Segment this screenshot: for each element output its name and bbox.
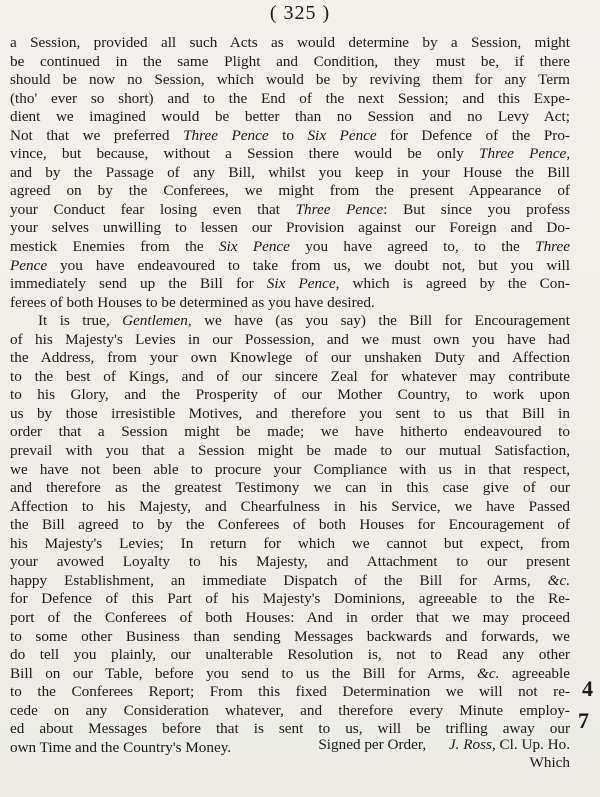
signature-name: J. Ross bbox=[448, 736, 492, 753]
text-line: be continued in the same Plight and Condition, they must be, if there bbox=[10, 52, 570, 70]
text-line: to some other Business than sending Messages backwards and forwards, we bbox=[10, 627, 570, 645]
text-line: a Session, provided all such Acts as would determine by a Session, might bbox=[10, 34, 570, 51]
text-line: should be now no Session, which would be by reviving them for any Term bbox=[10, 71, 570, 89]
signature-prefix: Signed per Order, bbox=[318, 736, 427, 753]
text-line: Bill on our Table, before you send to us the Bill for Arms, &c. agreeable bbox=[10, 664, 570, 682]
text-line: we have not been able to procure your Compliance with us in that respect, bbox=[10, 460, 570, 478]
text-line: and by the Passage of any Bill, whilst you keep in your House the Bill bbox=[10, 163, 570, 181]
text-line: do tell you plainly, our unalterable Resolution is, not to Read any other bbox=[10, 646, 570, 664]
text-line: It is true, Gentlemen, we have (as you say) the Bill for Encouragement bbox=[38, 312, 570, 330]
text-line: to the Conferees Report; From this fixed Determination we will not re- bbox=[10, 683, 570, 701]
text-line: cede on any Consideration whatever, and therefore every Minute employ- bbox=[10, 701, 570, 719]
text-line: us by those irresistible Motives, and therefore you sent to us that Bill in bbox=[10, 404, 570, 422]
text-line: for Defence of this Part of his Majesty's Dominions, agreeable to the Re- bbox=[10, 590, 570, 608]
text-line: to the best of Kings, and of our sincere Zeal for whatever may contribute bbox=[10, 367, 570, 385]
text-line: prevail with you that a Session might be made to our mutual Satisfaction, bbox=[10, 442, 570, 460]
text-line: (tho' ever so short) and to the End of the next Session; and this Expe- bbox=[10, 89, 570, 107]
text-line: and therefore as the greatest Testimony we can in this case give of our bbox=[10, 479, 570, 497]
text-line: Affection to his Majesty, and Chearfulness in his Service, we have Passed bbox=[10, 497, 570, 515]
margin-mark: 4 bbox=[582, 676, 593, 701]
text-line: ed about Messages before that is sent to us, will be trifling away our bbox=[10, 720, 570, 738]
signature-line bbox=[170, 736, 570, 755]
page-number: ( 325 ) bbox=[269, 2, 331, 24]
text-line: to his Glory, and the Prosperity of our Mother Country, to work upon bbox=[10, 386, 570, 404]
text-line: order that a Session might be made; we have hitherto endeavoured to bbox=[10, 423, 570, 441]
text-line: your avowed Loyalty to his Majesty, and Attachment to our present bbox=[10, 553, 570, 571]
text-line: happy Establishment, an immediate Dispatch of the Bill for Arms, &c. bbox=[10, 571, 570, 589]
text-line: mestick Enemies from the Six Pence you have agreed to, to the Three bbox=[10, 238, 570, 256]
text-line: the Bill agreed to by the Conferees of both Houses for Encouragement of bbox=[10, 516, 570, 534]
text-line: Not that we preferred Three Pence to Six Pence for Defence of the Pro- bbox=[10, 126, 570, 144]
margin-mark: 7 bbox=[578, 708, 589, 733]
text-line: his Majesty's Levies; In return for which we cannot but expect, from bbox=[10, 534, 570, 552]
text-line: of his Majesty's Levies in our Possession, and we must own you have had bbox=[10, 330, 570, 348]
text-line: immediately send up the Bill for Six Pence, which is agreed by the Con- bbox=[10, 275, 570, 293]
text-line: your Conduct fear losing even that Three Pence: But since you profess bbox=[10, 200, 571, 218]
text-line: port of the Conferees of both Houses: And in order that we may proceed bbox=[10, 608, 570, 626]
text-line: Pence you have endeavoured to take from us, we doubt not, but you will bbox=[10, 256, 570, 274]
signature-suffix: , Cl. Up. Ho. bbox=[491, 736, 570, 753]
body-text bbox=[10, 34, 570, 757]
text-line: own Time and the Country's Money. bbox=[10, 738, 232, 756]
text-line: dient we imagined would be better than no Session and no Levy Act; bbox=[10, 108, 570, 126]
text-line: ferees of both Houses to be determined as you have desired. bbox=[10, 293, 375, 311]
text-line: vince, but because, without a Session there would be only Three Pence, bbox=[10, 145, 570, 163]
text-line: the Address, from your own Knowlege of our unshaken Duty and Affection bbox=[10, 349, 570, 367]
catchword: Which bbox=[529, 754, 570, 771]
text-line: agreed on by the Conferees, we might from the present Appearance of bbox=[10, 182, 570, 200]
text-line: your selves unwilling to lessen our Provision against our Foreign and Do- bbox=[10, 219, 570, 237]
